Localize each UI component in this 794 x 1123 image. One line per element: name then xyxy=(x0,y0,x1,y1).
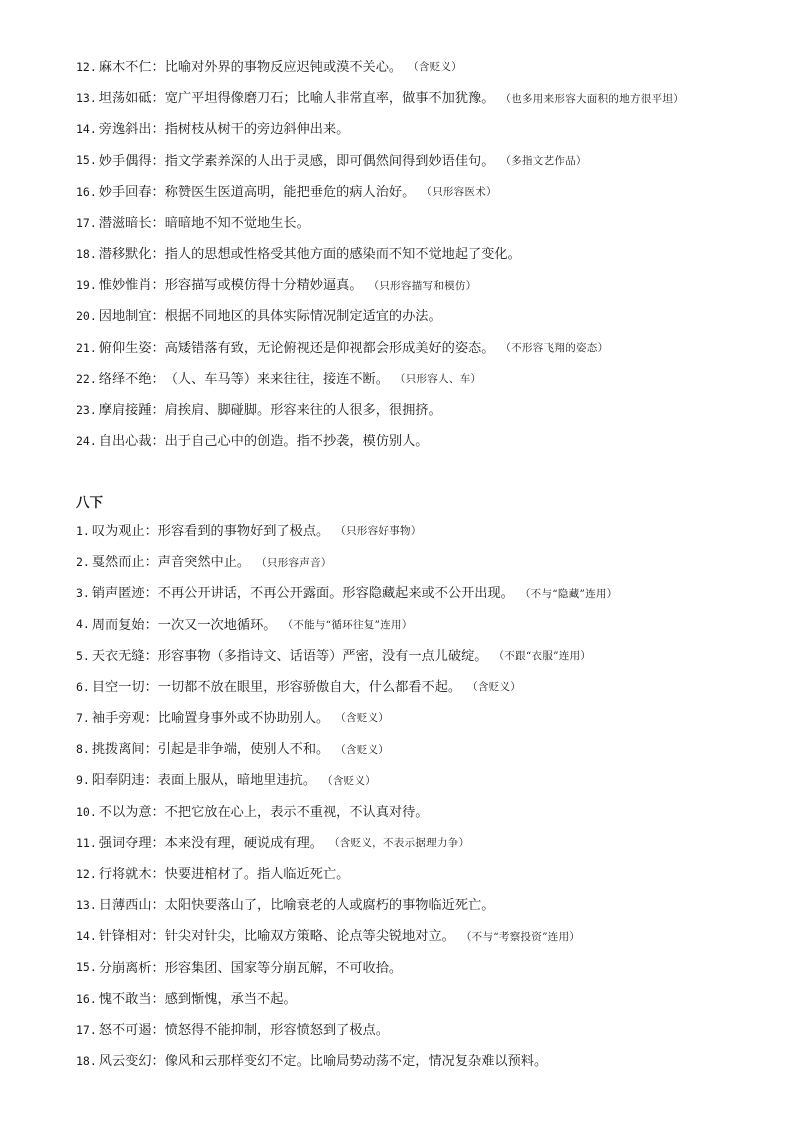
idiom-definition: 指人的思想或性格受其他方面的感染而不知不觉地起了变化。 xyxy=(164,247,521,263)
idiom-entry xyxy=(76,797,766,828)
term-separator: ： xyxy=(151,434,165,450)
idiom-definition: 暗暗地不知不觉地生长。 xyxy=(164,215,310,231)
idiom-term: 叹为观止 xyxy=(91,523,145,539)
usage-note: （只形容人、车） xyxy=(394,373,482,386)
entry-number: 16. xyxy=(76,991,97,1006)
term-separator: ： xyxy=(151,122,165,138)
term-separator: ： xyxy=(151,278,165,294)
idiom-entry xyxy=(76,1015,766,1046)
idiom-definition: 不把它放在心上，表示不重视，不认真对待。 xyxy=(164,804,429,820)
term-separator: ： xyxy=(144,711,158,727)
entry-number: 10. xyxy=(76,804,97,819)
entry-number: 8. xyxy=(76,742,90,757)
idiom-definition: 比喻置身事外或不协助别人。 xyxy=(157,711,330,727)
idiom-term: 销声匿迹 xyxy=(91,586,145,602)
idiom-entry xyxy=(76,578,766,609)
idiom-entry xyxy=(76,672,766,703)
idiom-definition: 愤怒得不能抑制，形容愤怒到了极点。 xyxy=(164,1022,389,1038)
term-separator: ： xyxy=(144,555,158,571)
idiom-term: 针锋相对 xyxy=(98,929,152,945)
term-separator: ： xyxy=(151,247,165,263)
idiom-definition: 称赞医生医道高明，能把垂危的病人治好。 xyxy=(164,184,416,200)
term-separator: ： xyxy=(151,215,165,231)
idiom-definition: 宽广平坦得像磨刀石；比喻人非常直率，做事不加犹豫。 xyxy=(164,91,495,107)
term-separator: ： xyxy=(151,867,165,883)
idiom-entry xyxy=(76,921,766,952)
idiom-term: 戛然而止 xyxy=(91,555,145,571)
idiom-term: 阳奉阴违 xyxy=(91,773,145,789)
usage-note: （只形容声音） xyxy=(256,556,332,569)
idiom-entry xyxy=(76,828,766,859)
term-separator: ： xyxy=(151,371,165,387)
usage-note: （只形容好事物） xyxy=(335,525,422,538)
term-separator: ： xyxy=(151,929,165,945)
idiom-term: 摩肩接踵 xyxy=(98,403,152,419)
idiom-definition: 根据不同地区的具体实际情况制定适宜的办法。 xyxy=(164,309,442,325)
usage-note: （多指文艺作品） xyxy=(500,154,587,167)
entry-number: 22. xyxy=(76,371,97,386)
idiom-entry xyxy=(76,516,766,547)
idiom-term: 俯仰生姿 xyxy=(98,340,152,356)
entry-number: 16. xyxy=(76,184,97,199)
idiom-term: 天衣无缝 xyxy=(91,648,145,664)
idiom-term: 怒不可遏 xyxy=(98,1022,152,1038)
entry-number: 17. xyxy=(76,215,97,230)
idiom-entry xyxy=(76,953,766,984)
idiom-definition: 出于自己心中的创造。指不抄袭，模仿别人。 xyxy=(164,434,429,450)
idiom-term: 潜滋暗长 xyxy=(98,215,152,231)
idiom-term: 风云变幻 xyxy=(98,1054,152,1070)
idiom-definition: 表面上服从，暗地里违抗。 xyxy=(157,773,317,789)
entry-number: 15. xyxy=(76,960,97,975)
entry-number: 18. xyxy=(76,246,97,261)
usage-note: （不能与“循环往复”连用） xyxy=(282,618,413,631)
entry-number: 7. xyxy=(76,710,90,725)
idiom-definition: 形容描写或模仿得十分精妙逼真。 xyxy=(164,278,363,294)
entry-number: 19. xyxy=(76,278,97,293)
usage-note: （只形容医术） xyxy=(421,186,497,199)
idiom-term: 目空一切 xyxy=(91,679,145,695)
usage-note: （不形容飞翔的姿态） xyxy=(500,342,609,355)
idiom-term: 络绎不绝 xyxy=(98,371,152,387)
entry-number: 11. xyxy=(76,835,97,850)
entry-number: 14. xyxy=(76,929,97,944)
idiom-term: 挑拨离间 xyxy=(91,742,145,758)
entry-number: 6. xyxy=(76,679,90,694)
entry-number: 21. xyxy=(76,340,97,355)
term-separator: ： xyxy=(151,403,165,419)
term-separator: ： xyxy=(144,617,158,633)
term-separator: ： xyxy=(151,898,165,914)
usage-note: （含贬义） xyxy=(408,61,463,74)
entry-number: 4. xyxy=(76,617,90,632)
idiom-entry xyxy=(76,239,766,270)
idiom-entry xyxy=(76,610,766,641)
term-separator: ： xyxy=(144,679,158,695)
idiom-entry xyxy=(76,890,766,921)
idiom-definition: 形容集团、国家等分崩瓦解，不可收拾。 xyxy=(164,960,403,976)
idiom-entry xyxy=(76,83,766,114)
idiom-term: 日薄西山 xyxy=(98,898,152,914)
term-separator: ： xyxy=(151,184,165,200)
entry-number: 5. xyxy=(76,648,90,663)
idiom-entry xyxy=(76,146,766,177)
idiom-list-section-b xyxy=(76,486,766,1077)
idiom-definition: 形容看到的事物好到了极点。 xyxy=(157,523,330,539)
idiom-definition: 肩挨肩、脚碰脚。形容来往的人很多，很拥挤。 xyxy=(164,403,442,419)
idiom-entry xyxy=(76,984,766,1015)
section-heading: 八下 xyxy=(76,495,103,511)
entry-number: 15. xyxy=(76,153,97,168)
usage-note: （不与“隐藏”连用） xyxy=(519,587,618,600)
idiom-entry xyxy=(76,1046,766,1077)
entry-number: 18. xyxy=(76,1054,97,1069)
idiom-definition: 形容事物（多指诗文、话语等）严密，没有一点儿破绽。 xyxy=(157,648,488,664)
term-separator: ： xyxy=(151,309,165,325)
idiom-definition: 像风和云那样变幻不定。比喻局势动荡不定，情况复杂难以预料。 xyxy=(164,1054,548,1070)
idiom-term: 袖手旁观 xyxy=(91,711,145,727)
idiom-definition: 感到惭愧，承当不起。 xyxy=(164,991,297,1007)
idiom-term: 分崩离析 xyxy=(98,960,152,976)
idiom-entry xyxy=(76,766,766,797)
entry-number: 2. xyxy=(76,555,90,570)
idiom-entry xyxy=(76,302,766,333)
idiom-term: 麻木不仁 xyxy=(98,59,152,75)
usage-note: （含贬义） xyxy=(467,681,522,694)
idiom-definition: 指树枝从树干的旁边斜伸出来。 xyxy=(164,122,350,138)
term-separator: ： xyxy=(151,804,165,820)
idiom-entry xyxy=(76,734,766,765)
idiom-term: 行将就木 xyxy=(98,867,152,883)
term-separator: ： xyxy=(151,153,165,169)
entry-number: 9. xyxy=(76,773,90,788)
term-separator: ： xyxy=(151,340,165,356)
entry-number: 13. xyxy=(76,91,97,106)
term-separator: ： xyxy=(151,59,165,75)
idiom-list-section-a xyxy=(76,52,766,457)
term-separator: ： xyxy=(151,960,165,976)
idiom-term: 因地制宜 xyxy=(98,309,152,325)
idiom-entry xyxy=(76,208,766,239)
entry-number: 12. xyxy=(76,866,97,881)
term-separator: ： xyxy=(144,523,158,539)
idiom-entry xyxy=(76,333,766,364)
term-separator: ： xyxy=(151,991,165,1007)
idiom-entry xyxy=(76,270,766,301)
idiom-term: 旁逸斜出 xyxy=(98,122,152,138)
entry-number: 12. xyxy=(76,59,97,74)
idiom-entry xyxy=(76,547,766,578)
idiom-term: 坦荡如砥 xyxy=(98,91,152,107)
idiom-definition: 指文学素养深的人出于灵感，即可偶然间得到妙语佳句。 xyxy=(164,153,495,169)
term-separator: ： xyxy=(151,835,165,851)
entry-number: 17. xyxy=(76,1022,97,1037)
usage-note: （含贬义，不表示据理力争） xyxy=(328,837,470,850)
idiom-entry xyxy=(76,364,766,395)
idiom-definition: 针尖对针尖，比喻双方策略、论点等尖锐地对立。 xyxy=(164,929,455,945)
term-separator: ： xyxy=(144,773,158,789)
usage-note: （含贬义） xyxy=(322,774,377,787)
entry-number: 24. xyxy=(76,434,97,449)
term-separator: ： xyxy=(144,742,158,758)
idiom-definition: 不再公开讲话，不再公开露面。形容隐藏起来或不公开出现。 xyxy=(157,586,514,602)
idiom-definition: 本来没有理，硬说成有理。 xyxy=(164,835,323,851)
usage-note: （不与“考察投资”连用） xyxy=(460,930,581,943)
usage-note: （含贬义） xyxy=(335,743,390,756)
idiom-term: 周而复始 xyxy=(91,617,145,633)
entry-number: 23. xyxy=(76,402,97,417)
term-separator: ： xyxy=(144,648,158,664)
entry-number: 13. xyxy=(76,898,97,913)
usage-note: （只形容描写和模仿） xyxy=(368,279,477,292)
idiom-term: 妙手回春 xyxy=(98,184,152,200)
idiom-entry xyxy=(76,395,766,426)
idiom-definition: 引起是非争端，使别人不和。 xyxy=(157,742,330,758)
idiom-definition: 一切都不放在眼里，形容骄傲自大，什么都看不起。 xyxy=(157,679,462,695)
term-separator: ： xyxy=(151,91,165,107)
idiom-term: 妙手偶得 xyxy=(98,153,152,169)
idiom-definition: 声音突然中止。 xyxy=(157,555,251,571)
usage-note: （含贬义） xyxy=(335,712,390,725)
entry-number: 3. xyxy=(76,586,90,601)
entry-number: 14. xyxy=(76,122,97,137)
idiom-term: 强词夺理 xyxy=(98,835,152,851)
idiom-entry xyxy=(76,859,766,890)
term-separator: ： xyxy=(144,586,158,602)
idiom-entry xyxy=(76,426,766,457)
idiom-entry xyxy=(76,641,766,672)
entry-number: 20. xyxy=(76,309,97,324)
idiom-term: 潜移默化 xyxy=(98,247,152,263)
idiom-definition: （人、车马等）来来往往，接连不断。 xyxy=(164,371,389,387)
usage-note: （不跟“衣服”连用） xyxy=(493,650,592,663)
idiom-term: 愧不敢当 xyxy=(98,991,152,1007)
idiom-entry xyxy=(76,703,766,734)
idiom-term: 自出心裁 xyxy=(98,434,152,450)
idiom-entry xyxy=(76,114,766,145)
idiom-entry xyxy=(76,52,766,83)
idiom-definition: 太阳快要落山了，比喻衰老的人或腐朽的事物临近死亡。 xyxy=(164,898,495,914)
idiom-definition: 快要进棺材了。指人临近死亡。 xyxy=(164,867,350,883)
usage-note: （也多用来形容大面积的地方很平坦） xyxy=(500,92,685,105)
idiom-definition: 高矮错落有致，无论俯视还是仰视都会形成美好的姿态。 xyxy=(164,340,495,356)
term-separator: ： xyxy=(151,1022,165,1038)
term-separator: ： xyxy=(151,1054,165,1070)
idiom-term: 惟妙惟肖 xyxy=(98,278,152,294)
entry-number: 1. xyxy=(76,523,90,538)
idiom-definition: 一次又一次地循环。 xyxy=(157,617,277,633)
idiom-definition: 比喻对外界的事物反应迟钝或漠不关心。 xyxy=(164,59,403,75)
idiom-entry xyxy=(76,177,766,208)
idiom-term: 不以为意 xyxy=(98,804,152,820)
